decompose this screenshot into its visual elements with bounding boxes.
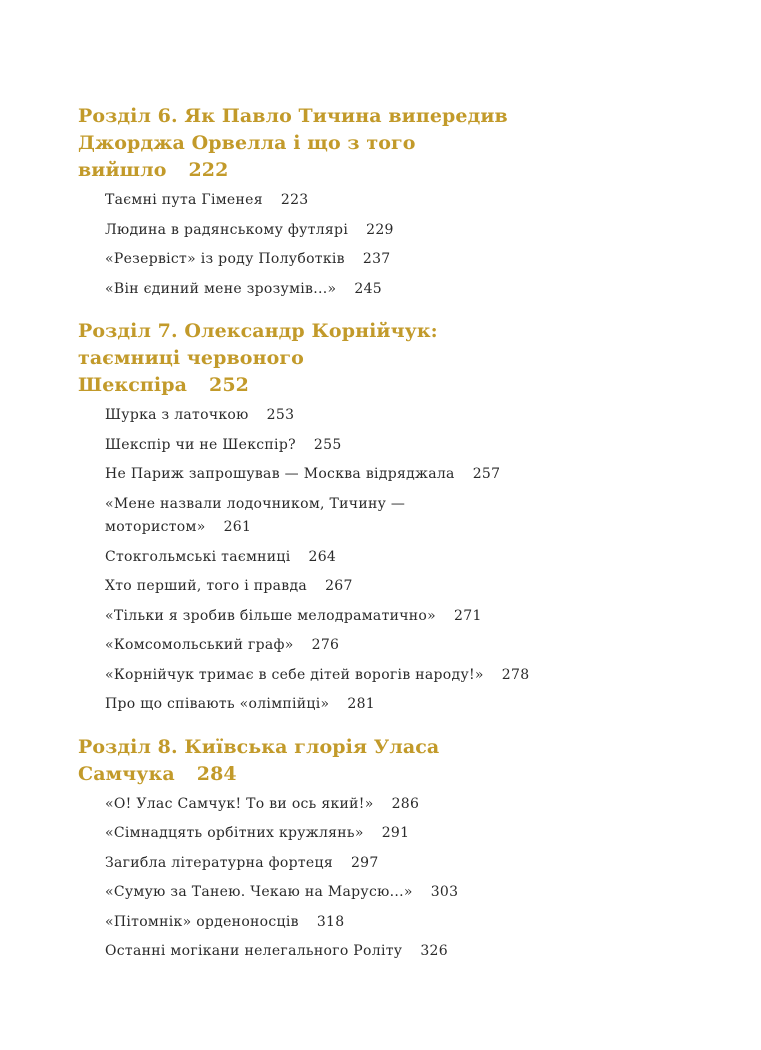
toc-entry: [105, 849, 718, 879]
toc-entry: [105, 401, 718, 431]
entry-title: Шекспір чи не Шекспір?: [105, 436, 296, 453]
entry-title: «Він єдиний мене зрозумів...»: [105, 280, 337, 297]
chapter-title: [78, 103, 558, 184]
entry-title: Про що співають «олімпійці»: [105, 696, 330, 712]
page-number: 245: [354, 280, 382, 297]
entry-title: «О! Улас Самчук! То ви ось який!»: [105, 795, 374, 812]
toc-entry: [105, 245, 718, 275]
toc-entry: [105, 690, 718, 720]
toc-entry: [105, 631, 718, 661]
toc-entry: [105, 790, 718, 820]
page-number: 276: [311, 637, 340, 653]
toc-entry: [105, 602, 718, 632]
entry-title: Стокгольмські таємниці: [105, 548, 291, 565]
toc-entry: [105, 908, 718, 938]
chapter-page-number: 222: [188, 159, 229, 181]
entry-title: Людина в радянському футлярі: [105, 221, 349, 238]
toc-entry: [105, 819, 718, 849]
entry-title: «Пітомнік» орденоносців: [105, 913, 299, 930]
toc-entry: [105, 460, 718, 490]
page-number: 257: [472, 466, 501, 482]
page-number: 267: [325, 578, 353, 594]
page-number: 326: [420, 943, 448, 959]
toc-entry: [105, 878, 718, 908]
chapter-title-text: Розділ 8. Київська глорія Уласа Самчука: [78, 735, 440, 785]
toc-entry: [105, 186, 718, 216]
entry-title: «Сімнадцять орбітних кружлянь»: [105, 825, 364, 841]
table-of-contents: [78, 103, 718, 981]
chapter-title: [78, 318, 478, 399]
entry-title: Не Париж запрошував — Москва відряджала: [105, 466, 455, 482]
toc-entry: [105, 543, 718, 573]
toc-entry: [105, 661, 718, 691]
entry-title: Останні могікани нелегального Роліту: [105, 943, 403, 959]
page-number: 237: [362, 251, 391, 267]
toc-entry: [105, 431, 718, 461]
page-number: 271: [454, 607, 482, 624]
chapter-7: [78, 318, 718, 720]
toc-entry: [105, 275, 718, 305]
chapter-title: [78, 734, 448, 788]
entry-title: «Мене назвали лодочником, Тичину — мотористом»: [105, 495, 406, 535]
page-number: 261: [223, 519, 252, 535]
entry-title: «Сумую за Танею. Чекаю на Марусю...»: [105, 884, 413, 900]
page-number: 318: [316, 913, 345, 930]
toc-entry: [105, 572, 718, 602]
page-number: 253: [266, 407, 295, 423]
page-number: 303: [430, 884, 459, 900]
entry-title: «Тільки я зробив більше мелодраматично»: [105, 607, 437, 624]
page-number: 229: [366, 221, 394, 238]
chapter-page-number: 252: [209, 374, 249, 396]
entry-title: Шурка з латочкою: [105, 407, 249, 423]
toc-entry: [105, 490, 435, 543]
chapter-6: [78, 103, 718, 304]
entry-title: «Резервіст» із роду Полуботків: [105, 251, 345, 267]
entry-title: «Комсомольський граф»: [105, 637, 294, 653]
entry-title: «Корнійчук тримає в себе дітей ворогів народу!»: [105, 666, 484, 683]
chapter-8: [78, 734, 718, 967]
page-number: 286: [391, 795, 420, 812]
chapter-page-number: 284: [196, 762, 237, 785]
page-number: 255: [313, 436, 342, 453]
chapter-title-text: Розділ 6. Як Павло Тичина випередив Джорджа Орвелла і що з того вийшло: [78, 105, 508, 181]
page-number: 297: [350, 854, 379, 871]
page-number: 264: [308, 548, 337, 565]
page-number: 278: [501, 666, 530, 683]
toc-entry: [105, 216, 718, 246]
chapter-title-text: Розділ 7. Олександр Корнійчук: таємниці червоного Шекспіра: [78, 320, 438, 396]
entry-title: Таємні пута Гіменея: [105, 192, 263, 208]
entry-title: Хто перший, того і правда: [105, 578, 308, 594]
page-number: 281: [347, 696, 375, 712]
entry-title: Загибла літературна фортеця: [105, 854, 333, 871]
toc-entry: [105, 937, 718, 967]
page-number: 291: [381, 825, 410, 841]
page-number: 223: [280, 192, 309, 208]
